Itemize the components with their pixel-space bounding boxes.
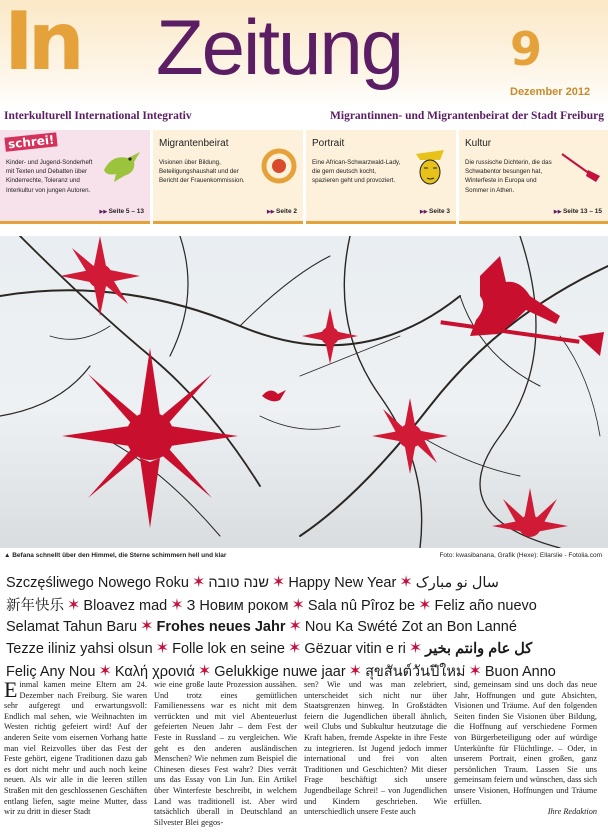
greeting-highlight: Frohes neues Jahr (156, 619, 286, 635)
greeting: Feliç Any Nou (6, 664, 96, 680)
article-text: inmal kamen meine Eltern am 24. Dezember nach Freiburg. Sie waren sehr aufgeregt und erwartungsvoll: Endlich mal sehen, wie Weihnachten im Westen richtig gefeiert wird! Auf der anderen Seite vom eisernen Vorhang hatte man viel Reizvolles über das Fest der Feste gehört, eigene Traditionen dazu gab es dort nicht mehr und auch noch keine neuen. Als wir alle in die leeren stillen Straßen mit den geschlossenen Geschäften entlang liefen, sagte meine Mutter, dass wir zu dritt in dieser Stadt (4, 680, 147, 817)
greeting: Bloavez mad (83, 598, 168, 614)
star-icon: ✶ (67, 597, 81, 614)
teaser-text: Kinder- und Jugend-Sonderheft mit Texten und Debatten über Kinderrechte, Toleranz und Interkultur von jungen Autoren. (6, 159, 93, 194)
schrei-badge: schrei! (4, 132, 58, 151)
article-text: sind, gemeinsam sind uns doch das neue Jahr, Hoffnungen und gute Absichten, Visionen und Träume. Auf den folgenden Seiten finden Sie Visionen über Bildung, die Hoffnung auf verschiedene Formen von Bürgerbeteiligung oder auf würdige Unterkünfte für Flüchtlinge. – Oder, in unserem Portrait, einen großen, ganz persönlichen Traum. Lassen Sie uns gemeinsam feiern und wünschen, dass sich unsere Visionen, Hoffnungen und Träume erfüllen. (454, 680, 597, 806)
article-column-3: sen? Wie und was man zelebriert, unterscheidet sich nicht nur über Staatsgrenzen hinweg. In Großstädten feiern die Jugendlichen überall ähnlich, weil Clubs und Subkultur heutzutage die Kraft haben, fremde Aspekte in ihre Feste zu integrieren. Ist Jugend jedoch immer international und frei von alten Traditionen und Geschichten? Mit dieser Frage beschäftigt sich unsere Jugendbeilage Schrei! – von Jugendlichen und Kindern geschrieben. Wie unterschiedlich unsere Feste auch (304, 680, 447, 817)
editorial-article (4, 680, 604, 830)
teaser-kultur[interactable] (459, 130, 608, 224)
teaser-text: Eine African-Schwarzwald-Lady, die gern deutsch kocht, spazieren geht und provoziert. (312, 159, 401, 185)
greeting: كل عام وانتم بخير (425, 641, 533, 657)
star-icon: ✶ (155, 640, 170, 657)
greeting: З Новим роком (186, 598, 289, 614)
teaser-page: ▶▶ Seite 5 – 13 (99, 208, 144, 215)
greeting-line (6, 616, 517, 636)
tagline-right: Migrantinnen- und Migrantenbeirat der Stadt Freiburg (330, 110, 604, 122)
dropcap: E (4, 680, 18, 702)
issue-number: 9 (510, 22, 543, 76)
greeting: Tezze iliniz yahsi olsun (6, 641, 153, 657)
star-icon: ✶ (468, 663, 482, 680)
greeting-line (6, 638, 532, 658)
greeting: 新年快乐 (6, 598, 64, 614)
teaser-page: ▶▶ Seite 2 (267, 208, 297, 215)
greeting: Καλή χρονιά (114, 664, 195, 680)
bird-icon (262, 390, 286, 401)
greeting: Szczęśliwego Nowego Roku (6, 575, 189, 591)
greeting: Gelukkige nuwe jaar (214, 664, 346, 680)
star-icon: ✶ (271, 574, 286, 591)
cover-photo (0, 236, 608, 548)
greeting-line (6, 572, 499, 592)
greeting: Buon Anno (484, 664, 556, 680)
star-icon: ✶ (140, 618, 154, 635)
issue-date: Dezember 2012 (510, 86, 591, 98)
greeting: Feliz año nuevo (434, 598, 537, 614)
teaser-migrantenbeirat[interactable] (153, 130, 303, 224)
greetings-block (0, 566, 608, 680)
greeting: Sala nû Pîroz be (307, 598, 416, 614)
teaser-page: ▶▶ Seite 13 – 15 (554, 208, 602, 215)
greeting: سال نو مبارک (415, 575, 499, 591)
teaser-text: Die russische Dichterin, die das Schwabentor besungen hat, Winterfeste in Europa und Sommer in Athen. (465, 159, 552, 194)
broom-icon (558, 146, 602, 186)
star-icon: ✶ (170, 597, 184, 614)
greeting: สุขสันต์วันปีใหม่ (365, 664, 466, 680)
bird-illustration-icon (100, 146, 144, 186)
cover-photo-illustration (0, 236, 608, 548)
star-icon: ✶ (399, 574, 413, 591)
teaser-schrei[interactable] (0, 130, 150, 224)
star-icon: ✶ (191, 574, 206, 591)
teaser-title: Portrait (312, 138, 345, 149)
teaser-row (0, 130, 608, 226)
star-icon: ✶ (197, 663, 212, 680)
article-column-1 (4, 680, 147, 818)
greeting: שנה טובה (208, 575, 269, 591)
portrait-illustration-icon (410, 146, 450, 194)
star-icon: ✶ (348, 663, 363, 680)
teaser-page: ▶▶ Seite 3 (420, 208, 450, 215)
star-icon: ✶ (288, 618, 302, 635)
article-column-4 (454, 680, 597, 818)
teaser-title: Migrantenbeirat (159, 138, 229, 149)
greeting: Gëzuar vitin e ri (304, 641, 406, 657)
article-column-2: wie eine große laute Prozession aussähen. Und trotz eines gemütlichen Familienessens war es nicht mit dem verrückten und mit viel Abenteuerlust gefeierten Neuen Jahr – dem Fest der Feste in Russland – zu vergleichen. Wie geht es den anderen ausländischen Menschen? Wie nehmen zum Beispiel die Chinesen dieses Fest wahr? Dies verrät uns das Essay von Lin Jun. Ein Artikel über Winterfeste beschreibt, in welchem Land was traditionell ist. Aber wird tatsächlich überall in Deutschland an Silvester Blei gegos- (154, 680, 297, 827)
circle-logo-icon (261, 146, 297, 186)
star-icon: ✶ (418, 597, 432, 614)
greeting: Nou Ka Swété Zot an Bon Lanné (304, 619, 517, 635)
greeting-line (6, 594, 537, 615)
witch-silhouette (440, 256, 604, 356)
photo-caption: ▲ Befana schnellt über den Himmel, die Sterne schimmern hell und klar (4, 552, 227, 559)
teaser-portrait[interactable] (306, 130, 456, 224)
photo-credit: Foto: kwasibanana, Grafik (Hexe): Ellarslie - Fotolia.com (439, 552, 602, 559)
greeting: Happy New Year (288, 575, 397, 591)
masthead (0, 0, 608, 108)
star-icon: ✶ (408, 640, 423, 657)
teaser-text: Visionen über Bildung, Beteiligungshaushalt und der Bericht der Frauenkommission. (159, 159, 245, 185)
red-star-large (62, 348, 238, 528)
logo-in: In (4, 0, 79, 88)
star-icon: ✶ (291, 597, 305, 614)
logo-zeitung: Zeitung (156, 3, 403, 91)
star-icon: ✶ (287, 640, 302, 657)
teaser-title: Kultur (465, 138, 492, 149)
greeting: Selamat Tahun Baru (6, 619, 138, 635)
signature: Ihre Redaktion (547, 807, 597, 817)
greeting: Folle lok en seine (172, 641, 285, 657)
star-icon: ✶ (98, 663, 112, 680)
red-star-small (60, 236, 140, 316)
tagline-left: Interkulturell International Integrativ (4, 110, 192, 122)
